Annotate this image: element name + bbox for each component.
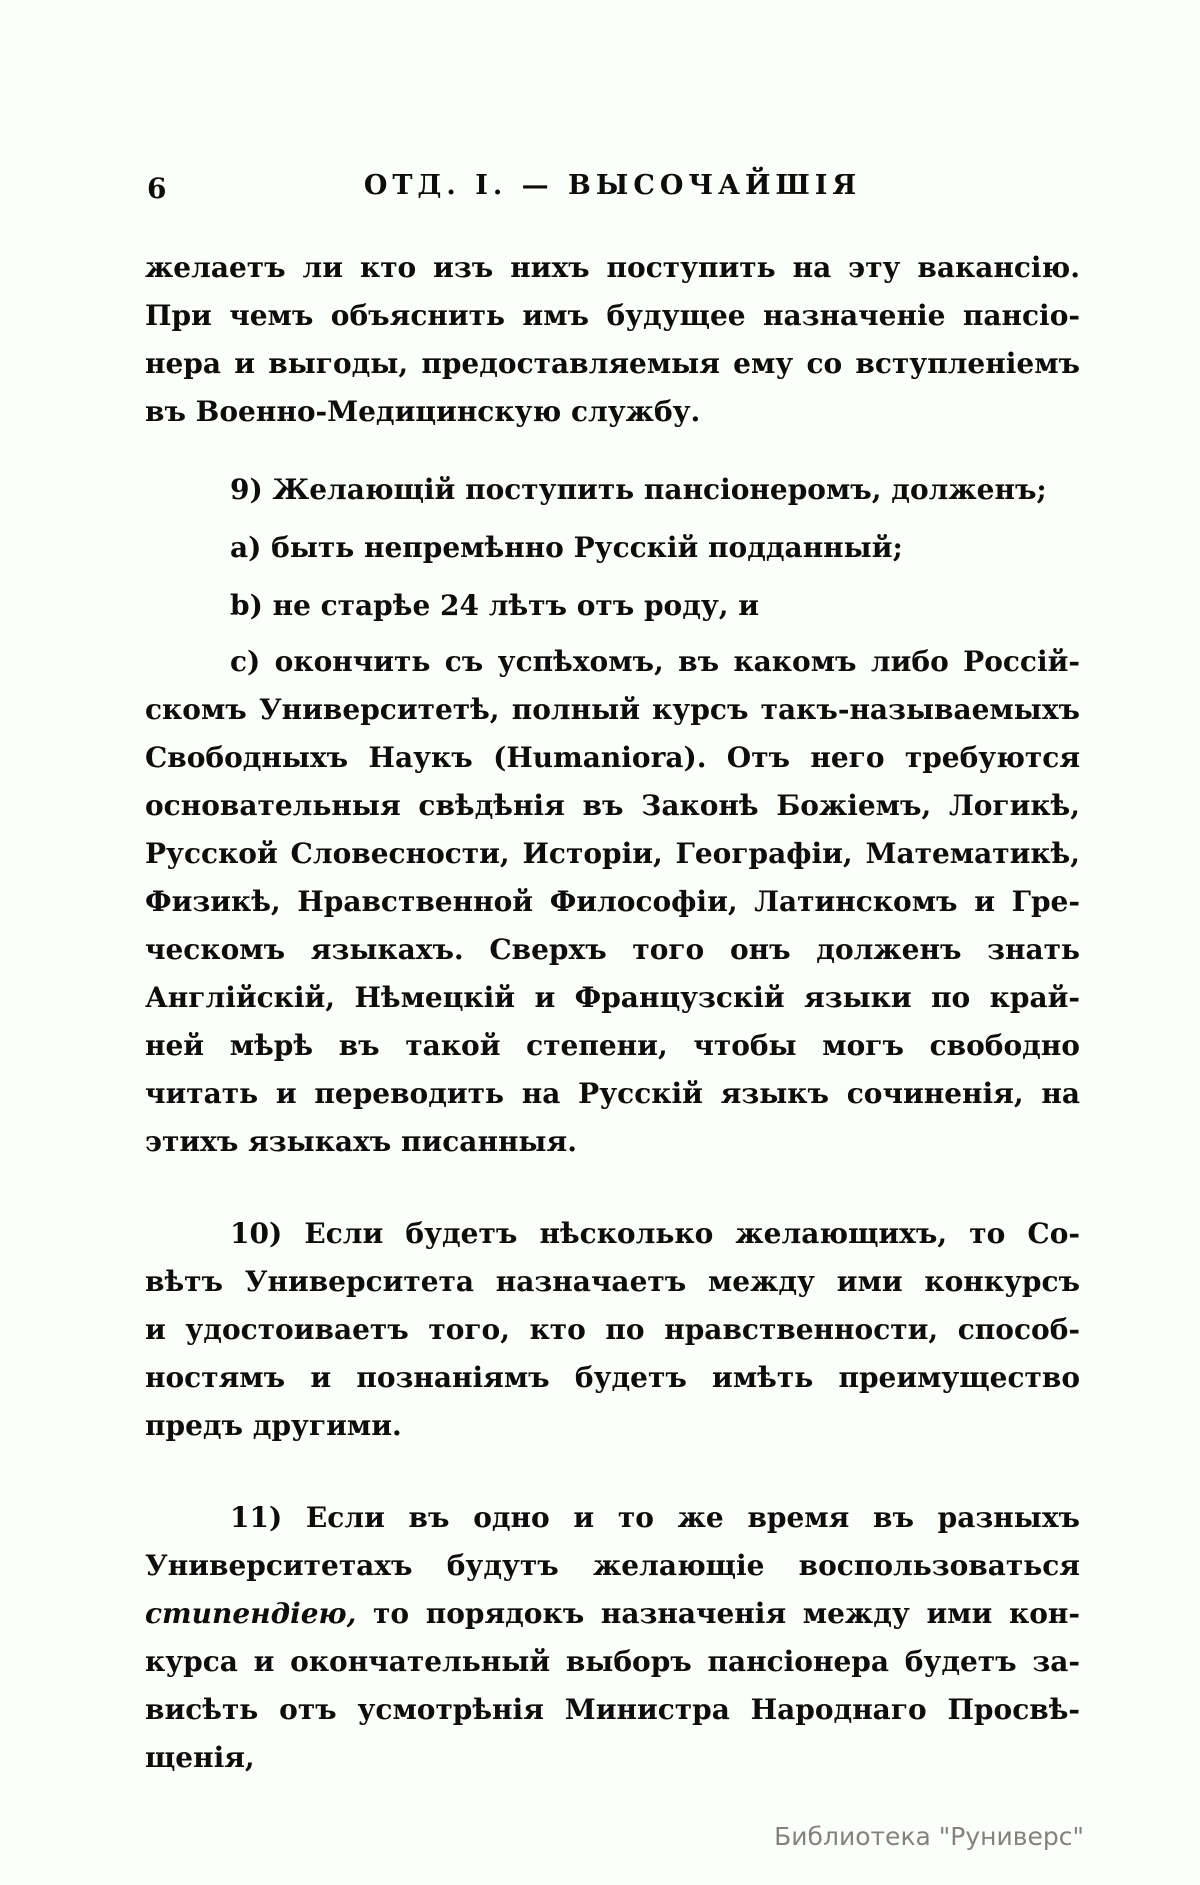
paragraph-item-11 bbox=[145, 1494, 1080, 1782]
text-line bbox=[145, 1590, 1080, 1638]
text-line: Физикѣ, Нравственной Философіи, Латинскомъ и Гре- bbox=[145, 885, 1080, 918]
text-line: основательныя свѣдѣнія въ Законѣ Божіемъ, Логикѣ, bbox=[145, 789, 1080, 822]
text-line: ней мѣрѣ въ такой степени, чтобы могъ свободно bbox=[145, 1029, 1080, 1062]
paragraph-continuation bbox=[145, 244, 1080, 436]
text-segment: то порядокъ назначенія между ими кон- bbox=[373, 1597, 1081, 1630]
text-line: Свободныхъ Наукъ (Humaniora). Отъ него требуются bbox=[145, 741, 1080, 774]
text-line: a) быть непремѣнно Русскій подданный; bbox=[230, 531, 903, 564]
paragraph-item-b bbox=[145, 582, 1080, 630]
text-line: въ Военно-Медицинскую службу. bbox=[145, 395, 701, 428]
text-line: курса и окончательный выборъ пансіонера будетъ за- bbox=[145, 1645, 1080, 1678]
running-head-row bbox=[145, 170, 1080, 206]
italic-word: стипендіею, bbox=[145, 1597, 357, 1630]
page-text-column bbox=[145, 244, 1080, 1782]
text-line: 11) Если въ одно и то же время въ разныхъ bbox=[230, 1501, 1080, 1534]
paragraph-item-a bbox=[145, 524, 1080, 572]
text-line: этихъ языкахъ писанныя. bbox=[145, 1125, 577, 1158]
text-line: b) не старѣе 24 лѣтъ отъ роду, и bbox=[230, 589, 760, 622]
text-line: читать и переводить на Русскій языкъ сочиненія, на bbox=[145, 1077, 1080, 1110]
library-watermark: Библиотека "Руниверс" bbox=[774, 1822, 1084, 1851]
text-line: предъ другими. bbox=[145, 1409, 402, 1442]
text-line: 10) Если будетъ нѣсколько желающихъ, то Со- bbox=[230, 1217, 1080, 1250]
running-header-title: ОТД. I. — ВЫСОЧАЙШІЯ bbox=[363, 170, 862, 201]
text-line: щенія, bbox=[145, 1741, 255, 1774]
text-line: висѣть отъ усмотрѣнія Министра Народнаго Просвѣ- bbox=[145, 1693, 1080, 1726]
text-line: При чемъ объяснить имъ будущее назначеніе пансіо- bbox=[145, 299, 1080, 332]
text-line: ческомъ языкахъ. Сверхъ того онъ долженъ знать bbox=[145, 933, 1080, 966]
text-line: желаетъ ли кто изъ нихъ поступить на эту вакансію. bbox=[145, 251, 1080, 284]
paragraph-item-c bbox=[145, 638, 1080, 1166]
text-line: вѣтъ Университета назначаетъ между ими конкурсъ bbox=[145, 1265, 1080, 1298]
text-line: 9) Желающій поступить пансіонеромъ, долженъ; bbox=[230, 473, 1047, 506]
paragraph-item-9 bbox=[145, 466, 1080, 514]
text-line: скомъ Университетѣ, полный курсъ такъ-называемыхъ bbox=[145, 693, 1080, 726]
text-line: c) окончить съ успѣхомъ, въ какомъ либо Россій- bbox=[230, 645, 1080, 678]
text-line: и удостоиваетъ того, кто по нравственности, способ- bbox=[145, 1313, 1080, 1346]
text-line: Русской Словесности, Исторіи, Географіи, Математикѣ, bbox=[145, 837, 1080, 870]
page-number: 6 bbox=[147, 172, 167, 205]
text-line: нера и выгоды, предоставляемыя ему со вступленіемъ bbox=[145, 347, 1080, 380]
text-line: Университетахъ будутъ желающіе воспользоваться bbox=[145, 1549, 1080, 1582]
text-line: ностямъ и познаніямъ будетъ имѣть преимущество bbox=[145, 1361, 1080, 1394]
paragraph-item-10 bbox=[145, 1210, 1080, 1450]
text-line: Англійскій, Нѣмецкій и Французскій языки по край- bbox=[145, 981, 1080, 1014]
